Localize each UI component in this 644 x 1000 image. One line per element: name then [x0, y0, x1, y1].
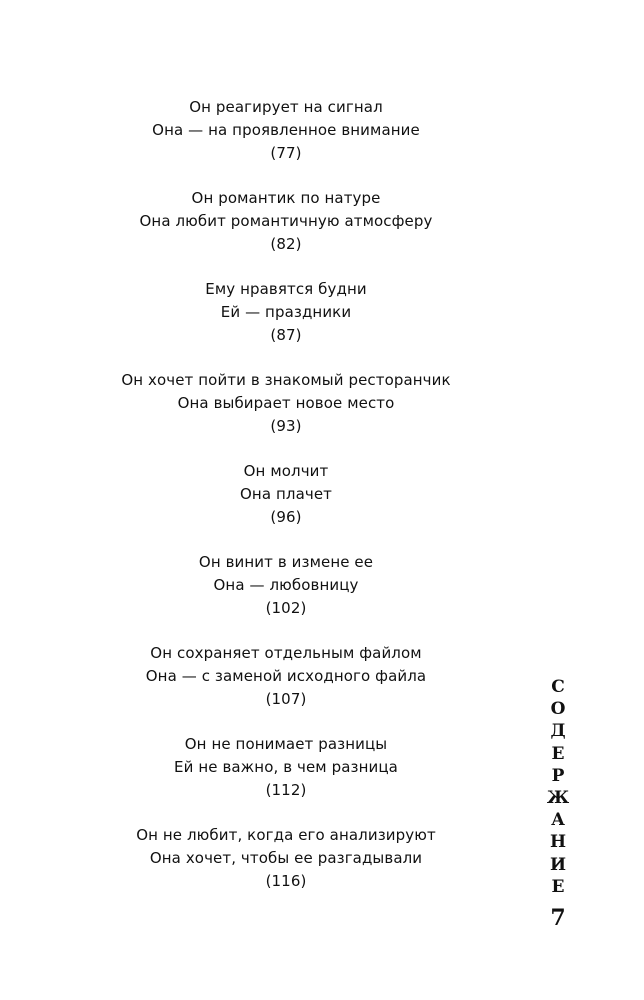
- toc-entry-line-2: Ей не важно, в чем разница: [174, 758, 398, 776]
- section-title-letter: И: [549, 854, 567, 875]
- toc-entry-line-2: Она — любовницу: [213, 576, 359, 594]
- toc-entry: [0, 642, 572, 711]
- toc-entry-line-1: Он сохраняет отдельным файлом: [150, 644, 422, 662]
- section-title-letter: Н: [549, 832, 567, 853]
- toc-entry-line-1: Он молчит: [243, 462, 329, 480]
- page-number: 7: [550, 905, 566, 931]
- toc-entry-page: (87): [270, 326, 302, 344]
- section-title-letter: Р: [551, 765, 565, 786]
- toc-entry-line-1: Он не понимает разницы: [184, 735, 388, 753]
- toc-entry-line-1: Ему нравятся будни: [205, 280, 367, 298]
- toc-entry: [0, 824, 572, 893]
- toc-entry-page: (93): [270, 417, 302, 435]
- section-title-letter: Е: [551, 876, 565, 897]
- toc-entry-page: (96): [270, 508, 302, 526]
- toc-entry-line-1: Он хочет пойти в знакомый ресторанчик: [121, 371, 451, 389]
- section-title-vertical: [544, 676, 572, 898]
- toc-entry: [0, 187, 572, 256]
- toc-entry: [0, 278, 572, 347]
- toc-entry-page: (102): [265, 599, 307, 617]
- toc-entry-line-2: Ей — праздники: [220, 303, 352, 321]
- toc-entry-line-1: Он не любит, когда его анализируют: [136, 826, 436, 844]
- toc-entry: [0, 369, 572, 438]
- section-title-letter: А: [551, 810, 565, 831]
- section-title-letter: С: [551, 677, 565, 697]
- toc-entry-page: (116): [265, 872, 307, 890]
- toc-entry: [0, 96, 572, 165]
- section-title-letter: О: [550, 699, 566, 720]
- toc-entry: [0, 460, 572, 529]
- toc-entry-page: (112): [265, 781, 307, 799]
- toc-entry-line-1: Он романтик по натуре: [191, 189, 381, 207]
- toc-entry-line-2: Она плачет: [240, 485, 332, 503]
- toc-entry-line-2: Она любит романтичную атмосферу: [139, 212, 433, 230]
- section-title-letter: Е: [551, 743, 565, 764]
- toc-entry-page: (107): [265, 690, 307, 708]
- toc-entry-line-1: Он винит в измене ее: [198, 553, 374, 571]
- toc-entry: [0, 551, 572, 620]
- toc-entry-line-2: Она — с заменой исходного файла: [145, 667, 427, 685]
- toc-entry-line-1: Он реагирует на сигнал: [189, 98, 383, 116]
- toc-entry-line-2: Она выбирает новое место: [177, 394, 395, 412]
- toc-entry-page: (82): [270, 235, 302, 253]
- table-of-contents: [0, 96, 572, 915]
- section-title-letter: Ж: [546, 788, 570, 809]
- toc-entry: [0, 733, 572, 802]
- toc-entry-line-2: Она хочет, чтобы ее разгадывали: [149, 849, 423, 867]
- section-title-letter: Д: [550, 721, 566, 742]
- toc-entry-line-2: Она — на проявленное внимание: [152, 121, 420, 139]
- toc-entry-page: (77): [270, 144, 302, 162]
